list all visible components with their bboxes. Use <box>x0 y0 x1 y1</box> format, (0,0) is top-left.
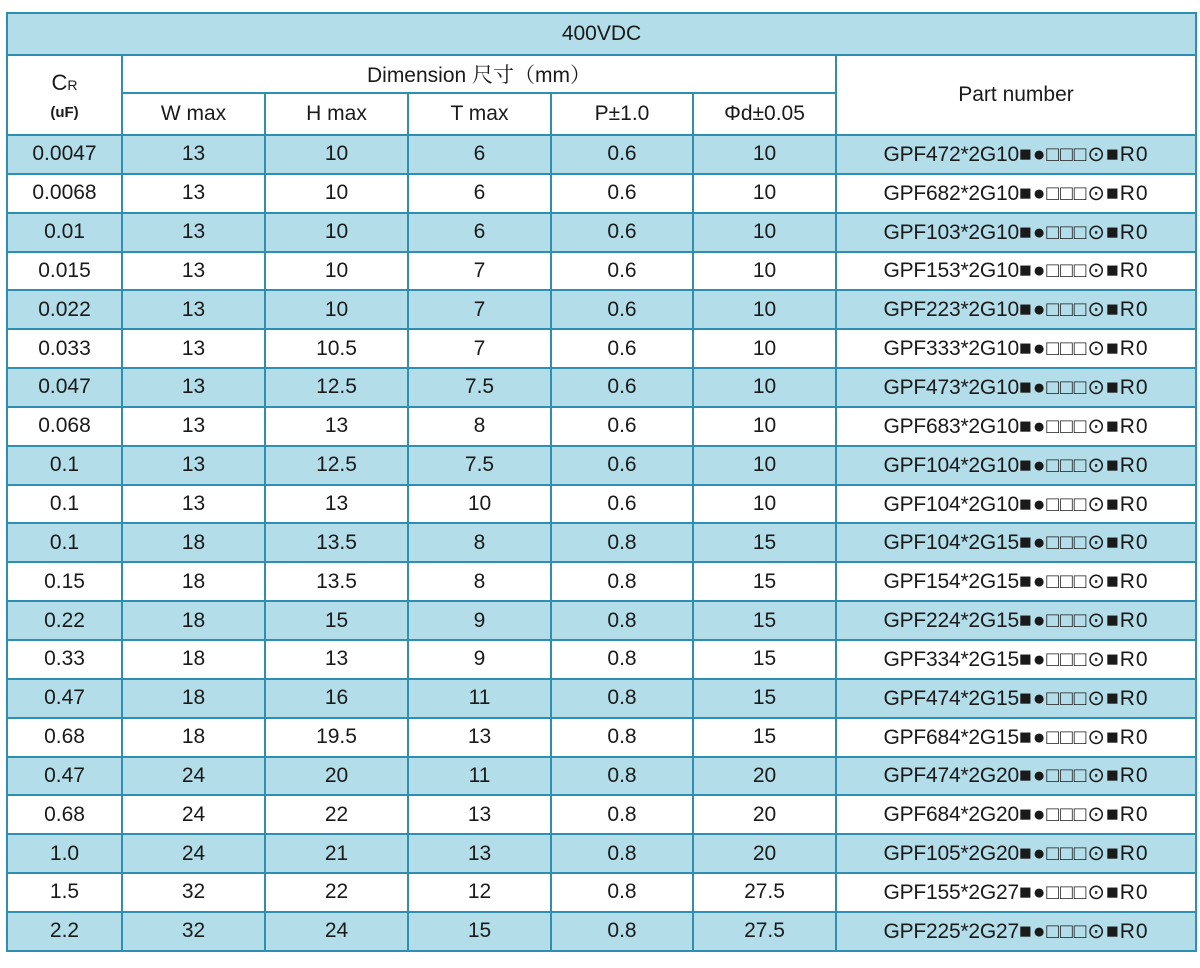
cell-t-max: 7.5 <box>408 368 551 407</box>
part-code: GPF155*2G27 <box>883 880 1020 904</box>
cell-w-max: 13 <box>122 174 265 213</box>
cell-w-max: 13 <box>122 446 265 485</box>
table-title: 400VDC <box>7 13 1196 55</box>
cell-capacitance: 0.33 <box>7 640 122 679</box>
cell-lead-diameter: 10 <box>693 174 836 213</box>
capacitance-header <box>7 55 122 135</box>
col-header-w-max: W max <box>122 93 265 135</box>
table-row <box>7 679 1196 718</box>
cell-lead-diameter: 10 <box>693 446 836 485</box>
cell-w-max: 18 <box>122 718 265 757</box>
part-suffix-symbols: ■●□□□⊙■R0 <box>1019 337 1149 361</box>
part-suffix-symbols: ■●□□□⊙■R0 <box>1019 647 1149 671</box>
cell-part-number <box>836 601 1196 640</box>
spec-table <box>6 12 1197 952</box>
cell-h-max: 10 <box>265 135 408 174</box>
cell-lead-diameter: 15 <box>693 718 836 757</box>
part-suffix-symbols: ■●□□□⊙■R0 <box>1019 142 1149 166</box>
table-row <box>7 290 1196 329</box>
part-code: GPF103*2G10 <box>883 220 1020 244</box>
table-row <box>7 485 1196 524</box>
table-row <box>7 407 1196 446</box>
table-row <box>7 368 1196 407</box>
cell-capacitance: 0.1 <box>7 446 122 485</box>
cell-pitch: 0.8 <box>551 718 693 757</box>
cell-capacitance: 0.01 <box>7 213 122 252</box>
cell-part-number <box>836 795 1196 834</box>
cell-pitch: 0.6 <box>551 135 693 174</box>
table-row <box>7 640 1196 679</box>
cell-w-max: 13 <box>122 252 265 291</box>
cell-part-number <box>836 912 1196 951</box>
cell-part-number <box>836 446 1196 485</box>
cell-h-max: 19.5 <box>265 718 408 757</box>
cell-lead-diameter: 20 <box>693 834 836 873</box>
part-code: GPF225*2G27 <box>883 919 1020 943</box>
cell-capacitance: 0.047 <box>7 368 122 407</box>
cell-capacitance: 0.47 <box>7 679 122 718</box>
part-code: GPF223*2G10 <box>883 298 1020 322</box>
cell-lead-diameter: 27.5 <box>693 912 836 951</box>
cell-h-max: 21 <box>265 834 408 873</box>
cell-w-max: 13 <box>122 368 265 407</box>
cell-t-max: 7 <box>408 290 551 329</box>
cell-h-max: 16 <box>265 679 408 718</box>
cell-w-max: 24 <box>122 834 265 873</box>
cell-h-max: 12.5 <box>265 368 408 407</box>
part-code: GPF153*2G10 <box>883 259 1020 283</box>
cell-part-number <box>836 834 1196 873</box>
cell-lead-diameter: 15 <box>693 601 836 640</box>
cell-pitch: 0.6 <box>551 252 693 291</box>
cell-capacitance: 0.1 <box>7 523 122 562</box>
cell-h-max: 13 <box>265 640 408 679</box>
cell-lead-diameter: 10 <box>693 290 836 329</box>
part-suffix-symbols: ■●□□□⊙■R0 <box>1019 919 1149 943</box>
cell-pitch: 0.6 <box>551 485 693 524</box>
part-code: GPF104*2G10 <box>883 492 1020 516</box>
cell-capacitance: 0.1 <box>7 485 122 524</box>
part-suffix-symbols: ■●□□□⊙■R0 <box>1019 259 1149 283</box>
cell-part-number <box>836 135 1196 174</box>
cell-h-max: 13 <box>265 407 408 446</box>
cell-pitch: 0.6 <box>551 446 693 485</box>
table-row <box>7 135 1196 174</box>
cr-symbol: C <box>51 69 68 95</box>
cell-lead-diameter: 10 <box>693 329 836 368</box>
part-code: GPF682*2G10 <box>883 181 1020 205</box>
table-row <box>7 718 1196 757</box>
cell-lead-diameter: 15 <box>693 679 836 718</box>
cell-lead-diameter: 10 <box>693 252 836 291</box>
cell-capacitance: 0.068 <box>7 407 122 446</box>
cell-part-number <box>836 290 1196 329</box>
cell-w-max: 13 <box>122 290 265 329</box>
part-code: GPF334*2G15 <box>883 647 1020 671</box>
cell-part-number <box>836 329 1196 368</box>
cell-lead-diameter: 10 <box>693 135 836 174</box>
part-suffix-symbols: ■●□□□⊙■R0 <box>1019 880 1149 904</box>
cell-lead-diameter: 15 <box>693 562 836 601</box>
cell-part-number <box>836 485 1196 524</box>
part-code: GPF104*2G15 <box>883 531 1020 555</box>
cell-lead-diameter: 15 <box>693 523 836 562</box>
cell-w-max: 13 <box>122 135 265 174</box>
cell-lead-diameter: 10 <box>693 485 836 524</box>
cell-pitch: 0.8 <box>551 873 693 912</box>
cell-pitch: 0.8 <box>551 679 693 718</box>
table-row <box>7 601 1196 640</box>
cell-h-max: 10 <box>265 252 408 291</box>
cell-capacitance: 0.0068 <box>7 174 122 213</box>
cell-h-max: 10 <box>265 174 408 213</box>
cell-lead-diameter: 20 <box>693 757 836 796</box>
cell-lead-diameter: 10 <box>693 368 836 407</box>
cell-pitch: 0.8 <box>551 795 693 834</box>
cell-t-max: 7 <box>408 329 551 368</box>
cell-part-number <box>836 213 1196 252</box>
part-suffix-symbols: ■●□□□⊙■R0 <box>1019 725 1149 749</box>
cell-t-max: 8 <box>408 523 551 562</box>
table-row <box>7 523 1196 562</box>
cell-w-max: 18 <box>122 601 265 640</box>
part-suffix-symbols: ■●□□□⊙■R0 <box>1019 492 1149 516</box>
cell-part-number <box>836 368 1196 407</box>
cell-part-number <box>836 252 1196 291</box>
part-suffix-symbols: ■●□□□⊙■R0 <box>1019 531 1149 555</box>
part-suffix-symbols: ■●□□□⊙■R0 <box>1019 414 1149 438</box>
cell-h-max: 22 <box>265 795 408 834</box>
table-body <box>7 135 1196 951</box>
cell-h-max: 12.5 <box>265 446 408 485</box>
cr-unit: (uF) <box>50 103 79 121</box>
part-suffix-symbols: ■●□□□⊙■R0 <box>1019 609 1149 633</box>
cell-pitch: 0.6 <box>551 329 693 368</box>
cell-w-max: 24 <box>122 795 265 834</box>
cell-h-max: 22 <box>265 873 408 912</box>
cell-h-max: 10 <box>265 213 408 252</box>
cell-t-max: 11 <box>408 757 551 796</box>
cell-h-max: 24 <box>265 912 408 951</box>
part-suffix-symbols: ■●□□□⊙■R0 <box>1019 803 1149 827</box>
cell-capacitance: 1.5 <box>7 873 122 912</box>
cell-capacitance: 0.47 <box>7 757 122 796</box>
cell-w-max: 18 <box>122 679 265 718</box>
cell-part-number <box>836 174 1196 213</box>
cell-part-number <box>836 718 1196 757</box>
table-row <box>7 213 1196 252</box>
cr-subscript: R <box>67 76 78 93</box>
table-row <box>7 834 1196 873</box>
table-row <box>7 446 1196 485</box>
cell-part-number <box>836 407 1196 446</box>
table-row <box>7 912 1196 951</box>
cell-pitch: 0.6 <box>551 174 693 213</box>
cell-t-max: 7.5 <box>408 446 551 485</box>
cell-h-max: 15 <box>265 601 408 640</box>
table-row <box>7 174 1196 213</box>
part-suffix-symbols: ■●□□□⊙■R0 <box>1019 764 1149 788</box>
part-code: GPF684*2G15 <box>883 725 1020 749</box>
cell-t-max: 11 <box>408 679 551 718</box>
dimension-header: Dimension 尺寸（mm） <box>122 55 836 93</box>
cell-t-max: 12 <box>408 873 551 912</box>
cell-t-max: 8 <box>408 562 551 601</box>
cell-pitch: 0.8 <box>551 834 693 873</box>
cell-pitch: 0.8 <box>551 562 693 601</box>
cell-lead-diameter: 20 <box>693 795 836 834</box>
cell-part-number <box>836 640 1196 679</box>
col-header-h-max: H max <box>265 93 408 135</box>
cell-pitch: 0.8 <box>551 523 693 562</box>
cell-pitch: 0.8 <box>551 757 693 796</box>
cell-pitch: 0.8 <box>551 640 693 679</box>
cell-capacitance: 0.68 <box>7 795 122 834</box>
cell-part-number <box>836 562 1196 601</box>
cell-t-max: 6 <box>408 135 551 174</box>
part-code: GPF104*2G10 <box>883 453 1020 477</box>
part-code: GPF474*2G15 <box>883 686 1020 710</box>
part-suffix-symbols: ■●□□□⊙■R0 <box>1019 375 1149 399</box>
cell-lead-diameter: 27.5 <box>693 873 836 912</box>
cell-t-max: 6 <box>408 213 551 252</box>
cell-h-max: 13.5 <box>265 562 408 601</box>
cell-t-max: 13 <box>408 834 551 873</box>
table-row <box>7 795 1196 834</box>
cell-t-max: 6 <box>408 174 551 213</box>
part-suffix-symbols: ■●□□□⊙■R0 <box>1019 453 1149 477</box>
table-row <box>7 757 1196 796</box>
cell-t-max: 9 <box>408 601 551 640</box>
cell-t-max: 13 <box>408 795 551 834</box>
part-code: GPF472*2G10 <box>883 142 1020 166</box>
cell-w-max: 32 <box>122 873 265 912</box>
cell-capacitance: 0.22 <box>7 601 122 640</box>
part-suffix-symbols: ■●□□□⊙■R0 <box>1019 570 1149 594</box>
cell-part-number <box>836 873 1196 912</box>
cell-h-max: 20 <box>265 757 408 796</box>
part-suffix-symbols: ■●□□□⊙■R0 <box>1019 686 1149 710</box>
col-header-lead-diameter: Φd±0.05 <box>693 93 836 135</box>
cell-pitch: 0.8 <box>551 601 693 640</box>
part-code: GPF105*2G20 <box>883 842 1020 866</box>
cell-part-number <box>836 679 1196 718</box>
cell-capacitance: 0.033 <box>7 329 122 368</box>
col-header-pitch: P±1.0 <box>551 93 693 135</box>
table-row <box>7 562 1196 601</box>
cell-lead-diameter: 10 <box>693 407 836 446</box>
part-code: GPF684*2G20 <box>883 803 1020 827</box>
cell-w-max: 24 <box>122 757 265 796</box>
part-code: GPF683*2G10 <box>883 414 1020 438</box>
part-code: GPF154*2G15 <box>883 570 1020 594</box>
cell-part-number <box>836 523 1196 562</box>
part-suffix-symbols: ■●□□□⊙■R0 <box>1019 220 1149 244</box>
cell-w-max: 13 <box>122 485 265 524</box>
cell-pitch: 0.6 <box>551 290 693 329</box>
cell-capacitance: 2.2 <box>7 912 122 951</box>
cell-w-max: 13 <box>122 329 265 368</box>
part-suffix-symbols: ■●□□□⊙■R0 <box>1019 298 1149 322</box>
cell-lead-diameter: 10 <box>693 213 836 252</box>
table-row <box>7 329 1196 368</box>
part-suffix-symbols: ■●□□□⊙■R0 <box>1019 181 1149 205</box>
cell-t-max: 7 <box>408 252 551 291</box>
cell-capacitance: 0.68 <box>7 718 122 757</box>
table-row <box>7 252 1196 291</box>
cell-part-number <box>836 757 1196 796</box>
cell-t-max: 9 <box>408 640 551 679</box>
cell-capacitance: 0.15 <box>7 562 122 601</box>
cell-capacitance: 0.015 <box>7 252 122 291</box>
cell-pitch: 0.6 <box>551 213 693 252</box>
cell-t-max: 15 <box>408 912 551 951</box>
cell-w-max: 13 <box>122 213 265 252</box>
cell-pitch: 0.8 <box>551 912 693 951</box>
part-code: GPF224*2G15 <box>883 609 1020 633</box>
part-number-header: Part number <box>836 55 1196 135</box>
cell-capacitance: 1.0 <box>7 834 122 873</box>
part-code: GPF474*2G20 <box>883 764 1020 788</box>
cell-lead-diameter: 15 <box>693 640 836 679</box>
part-code: GPF333*2G10 <box>883 337 1020 361</box>
cell-w-max: 13 <box>122 407 265 446</box>
col-header-t-max: T max <box>408 93 551 135</box>
part-code: GPF473*2G10 <box>883 375 1020 399</box>
table-row <box>7 873 1196 912</box>
cell-t-max: 10 <box>408 485 551 524</box>
cell-capacitance: 0.022 <box>7 290 122 329</box>
cell-capacitance: 0.0047 <box>7 135 122 174</box>
cell-h-max: 10.5 <box>265 329 408 368</box>
cell-h-max: 10 <box>265 290 408 329</box>
cell-t-max: 8 <box>408 407 551 446</box>
cell-t-max: 13 <box>408 718 551 757</box>
cell-w-max: 18 <box>122 523 265 562</box>
cell-h-max: 13 <box>265 485 408 524</box>
part-suffix-symbols: ■●□□□⊙■R0 <box>1019 842 1149 866</box>
cell-w-max: 18 <box>122 640 265 679</box>
cell-pitch: 0.6 <box>551 407 693 446</box>
cell-w-max: 18 <box>122 562 265 601</box>
cell-h-max: 13.5 <box>265 523 408 562</box>
cell-w-max: 32 <box>122 912 265 951</box>
cell-pitch: 0.6 <box>551 368 693 407</box>
